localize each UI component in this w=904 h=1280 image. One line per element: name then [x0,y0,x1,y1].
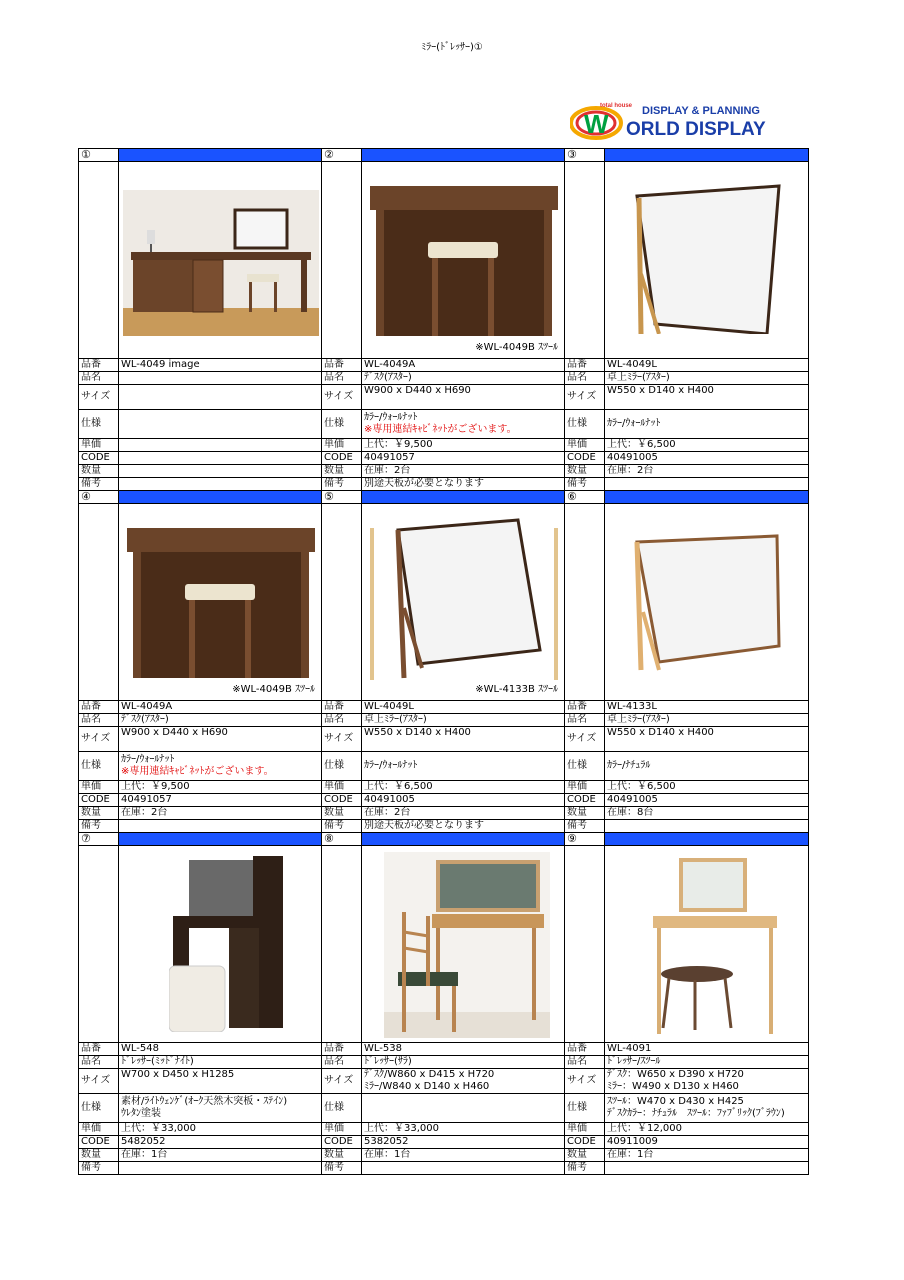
label-hinmei: 品名 [565,1056,605,1069]
label-hinban: 品番 [565,359,605,372]
product-image-cell [119,162,322,359]
label-code: CODE [565,452,605,465]
label-bikou: 備考 [565,478,605,491]
label-suuryou: 数量 [322,1149,362,1162]
value-shiyou [362,410,565,439]
label-tanka: 単価 [565,1123,605,1136]
label-code: CODE [322,452,362,465]
value-shiyou-line1: 素材/ﾗｲﾄｳｪﾝｹﾞ(ｵｰｸ天然木突板・ｽﾃｲﾝ) [121,1096,288,1107]
value-tanka [119,439,322,452]
value-code [119,452,322,465]
label-hinban: 品番 [322,701,362,714]
page-title: ﾐﾗｰ(ﾄﾞﾚｯｻｰ)① [421,42,483,53]
value-tanka: 上代：￥6,500 [605,439,809,452]
label-suuryou: 数量 [79,1149,119,1162]
label-shiyou: 仕様 [565,1094,605,1123]
header-bar [605,491,809,504]
image-left-cell [322,504,362,701]
value-size [119,727,322,752]
label-code: CODE [79,1136,119,1149]
label-shiyou: 仕様 [565,752,605,781]
label-hinmei: 品名 [79,1056,119,1069]
label-bikou: 備考 [565,820,605,833]
value-shiyou [605,1094,809,1123]
value-size-line1: ﾃﾞｽｸ：W650 x D390 x H720 [607,1069,744,1080]
item-number: ① [79,149,119,162]
value-code: 40491005 [605,452,809,465]
label-size: サイズ [322,1069,362,1094]
value-hinmei: 卓上ﾐﾗｰ(ｱｽﾀｰ) [605,372,809,385]
item-number: ② [322,149,362,162]
label-tanka: 単価 [322,781,362,794]
value-shiyou-line1: ｶﾗｰ/ﾅﾁｭﾗﾙ [607,760,651,771]
value-shiyou-line2: ﾃﾞｽｸｶﾗｰ：ﾅﾁｭﾗﾙ ｽﾂｰﾙ：ﾌｧﾌﾞﾘｯｸ(ﾌﾞﾗｳﾝ) [607,1108,785,1119]
value-hinmei: ﾄﾞﾚｯｻｰ(ﾐｯﾄﾞﾅｲﾄ) [119,1056,322,1069]
label-hinban: 品番 [79,359,119,372]
value-hinban: WL-548 [119,1043,322,1056]
logo-brand: ORLD DISPLAY [626,119,766,140]
item-number: ⑦ [79,833,119,846]
value-code: 40491005 [362,794,565,807]
product-image-cell [362,846,565,1043]
value-tanka: 上代：￥9,500 [362,439,565,452]
label-suuryou: 数量 [565,807,605,820]
label-hinban: 品番 [79,701,119,714]
value-suuryou: 在庫：2台 [605,465,809,478]
label-bikou: 備考 [322,1162,362,1175]
value-size-line2: ﾐﾗｰ/W840 x D140 x H460 [364,1081,490,1092]
value-bikou [362,1162,565,1175]
value-suuryou: 在庫：1台 [119,1149,322,1162]
item-number: ④ [79,491,119,504]
label-code: CODE [565,794,605,807]
label-hinban: 品番 [322,1043,362,1056]
logo-tagline: DISPLAY & PLANNING [642,105,760,117]
value-shiyou-line1: ｶﾗｰ/ｳｫｰﾙﾅｯﾄ [607,418,661,429]
header-bar [362,491,565,504]
label-size: サイズ [79,385,119,410]
value-hinban: WL-4133L [605,701,809,714]
value-size-line2: ﾐﾗｰ：W490 x D130 x H460 [607,1081,739,1092]
value-hinmei: 卓上ﾐﾗｰ(ｱｽﾀｰ) [605,714,809,727]
label-hinban: 品番 [565,701,605,714]
value-tanka: 上代：￥9,500 [119,781,322,794]
label-bikou: 備考 [322,820,362,833]
label-suuryou: 数量 [565,1149,605,1162]
value-hinban: WL-4049L [362,701,565,714]
label-hinmei: 品名 [79,372,119,385]
value-shiyou [362,1094,565,1123]
value-hinmei: ﾄﾞﾚｯｻｰ(ｻﾗ) [362,1056,565,1069]
label-shiyou: 仕様 [79,1094,119,1123]
value-hinban: WL-4049A [362,359,565,372]
header-bar [119,491,322,504]
value-size [119,1069,322,1094]
label-hinban: 品番 [565,1043,605,1056]
label-shiyou: 仕様 [565,410,605,439]
value-suuryou: 在庫：1台 [362,1149,565,1162]
value-bikou: 別途天板が必要となります [362,820,565,833]
value-size-line1: W550 x D140 x H400 [607,385,714,396]
value-hinban: WL-4049A [119,701,322,714]
value-size-line1: ﾃﾞｽｸ/W860 x D415 x H720 [364,1069,495,1080]
value-bikou [119,1162,322,1175]
header-bar [605,833,809,846]
header-bar [119,149,322,162]
label-tanka: 単価 [565,781,605,794]
label-size: サイズ [79,1069,119,1094]
value-shiyou-line2: ※専用連結ｷｬﾋﾞﾈｯﾄがございます。 [121,766,274,777]
label-size: サイズ [565,1069,605,1094]
label-code: CODE [79,452,119,465]
value-shiyou-line1: ｽﾂｰﾙ：W470 x D430 x H425 [607,1096,744,1107]
label-size: サイズ [322,727,362,752]
value-suuryou [119,465,322,478]
value-shiyou [119,410,322,439]
label-bikou: 備考 [79,1162,119,1175]
label-tanka: 単価 [322,439,362,452]
value-tanka: 上代：￥12,000 [605,1123,809,1136]
value-hinban: WL-4049 image [119,359,322,372]
label-size: サイズ [79,727,119,752]
header-bar [119,833,322,846]
value-tanka: 上代：￥6,500 [362,781,565,794]
item-number: ⑨ [565,833,605,846]
value-suuryou: 在庫：2台 [119,807,322,820]
label-tanka: 単価 [79,1123,119,1136]
value-size-line1: W550 x D140 x H400 [364,727,471,738]
value-hinban: WL-538 [362,1043,565,1056]
value-shiyou-line2: ※専用連結ｷｬﾋﾞﾈｯﾄがございます。 [364,424,517,435]
label-hinban: 品番 [322,359,362,372]
value-bikou [605,820,809,833]
label-size: サイズ [565,727,605,752]
label-hinban: 品番 [79,1043,119,1056]
image-caption: ※WL-4049B ｽﾂｰﾙ [475,342,558,353]
value-bikou [119,478,322,491]
image-caption: ※WL-4133B ｽﾂｰﾙ [475,684,558,695]
value-code: 40491057 [362,452,565,465]
label-shiyou: 仕様 [79,752,119,781]
item-number: ③ [565,149,605,162]
value-hinmei: ﾄﾞﾚｯｻｰ/ｽﾂｰﾙ [605,1056,809,1069]
image-left-cell [79,504,119,701]
value-hinmei: 卓上ﾐﾗｰ(ｱｽﾀｰ) [362,714,565,727]
label-shiyou: 仕様 [322,410,362,439]
product-image-cell [605,846,809,1043]
label-shiyou: 仕様 [322,1094,362,1123]
product-image-cell [605,162,809,359]
image-caption: ※WL-4049B ｽﾂｰﾙ [232,684,315,695]
product-image-cell [119,504,322,701]
value-shiyou [605,410,809,439]
value-hinmei: ﾃﾞｽｸ(ｱｽﾀｰ) [362,372,565,385]
label-bikou: 備考 [565,1162,605,1175]
value-shiyou-line1: ｶﾗｰ/ｳｫｰﾙﾅｯﾄ [121,754,175,765]
value-size [605,385,809,410]
value-tanka: 上代：￥33,000 [119,1123,322,1136]
image-left-cell [79,162,119,359]
logo-top-text: total house [600,103,633,109]
label-hinmei: 品名 [565,372,605,385]
value-shiyou-line1: ｶﾗｰ/ｳｫｰﾙﾅｯﾄ [364,412,418,423]
value-code: 5382052 [362,1136,565,1149]
label-bikou: 備考 [322,478,362,491]
label-code: CODE [79,794,119,807]
world-display-logo [570,101,806,141]
label-suuryou: 数量 [79,807,119,820]
label-shiyou: 仕様 [79,410,119,439]
header-bar [362,833,565,846]
item-number: ⑤ [322,491,362,504]
value-suuryou: 在庫：2台 [362,465,565,478]
value-bikou: 別途天板が必要となります [362,478,565,491]
value-code: 40911009 [605,1136,809,1149]
value-hinban: WL-4091 [605,1043,809,1056]
value-size-line1: W900 x D440 x H690 [364,385,471,396]
value-size [362,1069,565,1094]
label-size: サイズ [565,385,605,410]
value-hinmei: ﾃﾞｽｸ(ｱｽﾀｰ) [119,714,322,727]
value-code: 40491005 [605,794,809,807]
label-hinmei: 品名 [322,372,362,385]
value-tanka: 上代：￥33,000 [362,1123,565,1136]
value-shiyou-line2: ｳﾚﾀﾝ塗装 [121,1108,161,1119]
value-size-line1: W550 x D140 x H400 [607,727,714,738]
value-hinmei [119,372,322,385]
value-size-line1: W700 x D450 x H1285 [121,1069,235,1080]
label-suuryou: 数量 [322,465,362,478]
label-tanka: 単価 [79,781,119,794]
label-size: サイズ [322,385,362,410]
label-code: CODE [565,1136,605,1149]
header-bar [605,149,809,162]
product-image-cell [605,504,809,701]
image-left-cell [565,504,605,701]
value-suuryou: 在庫：2台 [362,807,565,820]
value-bikou [605,478,809,491]
label-shiyou: 仕様 [322,752,362,781]
value-suuryou: 在庫：8台 [605,807,809,820]
value-size [605,1069,809,1094]
label-suuryou: 数量 [79,465,119,478]
value-suuryou: 在庫：1台 [605,1149,809,1162]
value-code: 40491057 [119,794,322,807]
value-hinban: WL-4049L [605,359,809,372]
label-hinmei: 品名 [322,714,362,727]
label-hinmei: 品名 [79,714,119,727]
value-shiyou [605,752,809,781]
value-shiyou-line1: ｶﾗｰ/ｳｫｰﾙﾅｯﾄ [364,760,418,771]
image-left-cell [565,162,605,359]
item-number: ⑥ [565,491,605,504]
label-tanka: 単価 [565,439,605,452]
image-left-cell [565,846,605,1043]
image-left-cell [79,846,119,1043]
value-size [362,727,565,752]
header-bar [362,149,565,162]
value-bikou [119,820,322,833]
value-code: 5482052 [119,1136,322,1149]
product-table [78,148,809,1175]
product-image-cell [362,504,565,701]
label-tanka: 単価 [322,1123,362,1136]
label-tanka: 単価 [79,439,119,452]
label-code: CODE [322,794,362,807]
value-tanka: 上代：￥6,500 [605,781,809,794]
value-size [362,385,565,410]
value-shiyou [119,1094,322,1123]
product-image-cell [119,846,322,1043]
label-hinmei: 品名 [565,714,605,727]
value-size-line1: W900 x D440 x H690 [121,727,228,738]
label-suuryou: 数量 [565,465,605,478]
label-suuryou: 数量 [322,807,362,820]
label-code: CODE [322,1136,362,1149]
label-hinmei: 品名 [322,1056,362,1069]
label-bikou: 備考 [79,820,119,833]
value-size [119,385,322,410]
value-size [605,727,809,752]
value-bikou [605,1162,809,1175]
value-shiyou [362,752,565,781]
product-image-cell [362,162,565,359]
logo-mark: W [584,109,609,139]
image-left-cell [322,846,362,1043]
image-left-cell [322,162,362,359]
label-bikou: 備考 [79,478,119,491]
item-number: ⑧ [322,833,362,846]
value-shiyou [119,752,322,781]
